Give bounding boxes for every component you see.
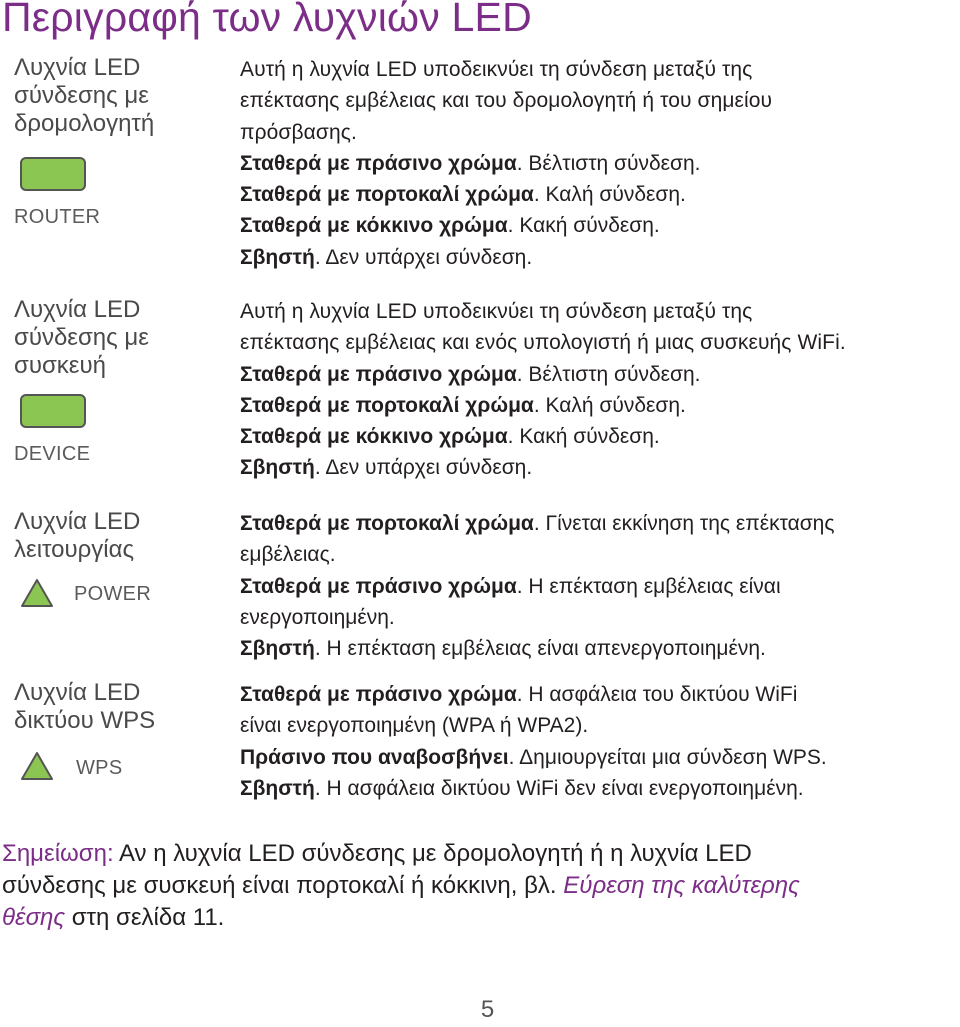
note-line1: Σημείωση: Αν η λυχνία LED σύνδεσης με δρομολογητή ή η λυχνία LED (2, 840, 752, 867)
note-box (2, 838, 952, 934)
wps-led-label-line1: Λυχνία LED (14, 679, 141, 706)
device-state-off: Σβηστή. Δεν υπάρχει σύνδεση. (240, 456, 533, 480)
device-state-green: Σταθερά με πράσινο χρώμα. Βέλτιστη σύνδεση. (240, 362, 701, 386)
router-state-green: Σταθερά με πράσινο χρώμα. Βέλτιστη σύνδεση. (240, 151, 701, 175)
power-state-green: Σταθερά με πράσινο χρώμα. Η επέκταση εμβέλειας είναι (240, 574, 781, 598)
note-line2: σύνδεσης με συσκευή είναι πορτοκαλί ή κόκκινη, βλ. Εύρεση της καλύτερης (2, 872, 800, 899)
power-tag: POWER (74, 583, 152, 605)
device-led-icon (20, 394, 86, 428)
wps-led-label-line2: δικτύου WPS (14, 707, 156, 734)
router-state-off: Σβηστή. Δεν υπάρχει σύνδεση. (240, 245, 533, 269)
wps-state-off: Σβηστή. Η ασφάλεια δικτύου WiFi δεν είναι ενεργοποιημένη. (240, 776, 804, 800)
page-number: 5 (480, 996, 495, 1023)
router-led-label-line3: δρομολογητή (14, 110, 155, 137)
find-best-location-link[interactable]: Εύρεση της καλύτερης (563, 872, 800, 899)
device-state-red: Σταθερά με κόκκινο χρώμα. Κακή σύνδεση. (240, 425, 660, 449)
note-line3: θέσης στη σελίδα 11. (2, 904, 225, 931)
router-state-amber: Σταθερά με πορτοκαλί χρώμα. Καλή σύνδεση. (240, 183, 686, 207)
device-state-amber: Σταθερά με πορτοκαλί χρώμα. Καλή σύνδεση. (240, 393, 686, 417)
router-led-icon (20, 157, 86, 191)
router-led-label-line2: σύνδεσης με (14, 82, 149, 109)
page-title: Περιγραφή των λυχνιών LED (2, 0, 532, 40)
power-led-label-line1: Λυχνία LED (14, 508, 141, 535)
wps-state-green: Σταθερά με πράσινο χρώμα. Η ασφάλεια του δικτύου WiFi (240, 683, 798, 706)
power-led-label-line2: λειτουργίας (14, 536, 135, 563)
wps-tag: WPS (76, 757, 123, 779)
device-led-label-line2: σύνδεσης με (14, 324, 149, 351)
router-tag: ROUTER (14, 206, 101, 228)
router-intro-line2: επέκτασης εμβέλειας και του δρομολογητή ή του σημείου (240, 89, 773, 113)
router-state-red: Σταθερά με κόκκινο χρώμα. Κακή σύνδεση. (240, 214, 660, 238)
device-led-label-line1: Λυχνία LED (14, 296, 141, 323)
find-best-location-link-cont[interactable]: θέσης (2, 904, 66, 931)
wps-led-triangle-icon (20, 751, 54, 781)
power-state-off: Σβηστή. Η επέκταση εμβέλειας είναι απενεργοποιημένη. (240, 637, 766, 661)
power-state-green-cont: ενεργοποιημένη. (240, 605, 395, 629)
router-led-label-line1: Λυχνία LED (14, 54, 141, 81)
power-state-amber: Σταθερά με πορτοκαλί χρώμα. Γίνεται εκκίνηση της επέκτασης (240, 512, 835, 535)
device-led-label-line3: συσκευή (14, 352, 106, 379)
router-intro-line1: Αυτή η λυχνία LED υποδεικνύει τη σύνδεση μεταξύ της (240, 58, 753, 81)
router-intro-line3: πρόσβασης. (240, 120, 357, 144)
wps-state-green-cont: είναι ενεργοποιημένη (WPA ή WPA2). (240, 714, 589, 738)
power-state-amber-cont: εμβέλειας. (240, 543, 336, 567)
device-tag: DEVICE (14, 443, 91, 465)
device-intro-line1: Αυτή η λυχνία LED υποδεικνύει τη σύνδεση μεταξύ της (240, 300, 753, 323)
note-label: Σημείωση: (2, 840, 114, 867)
device-intro-line2: επέκτασης εμβέλειας και ενός υπολογιστή ή μιας συσκευής WiFi. (240, 331, 846, 355)
power-led-triangle-icon (20, 578, 54, 608)
wps-state-blinking: Πράσινο που αναβοσβήνει. Δημιουργείται μια σύνδεση WPS. (240, 745, 827, 769)
